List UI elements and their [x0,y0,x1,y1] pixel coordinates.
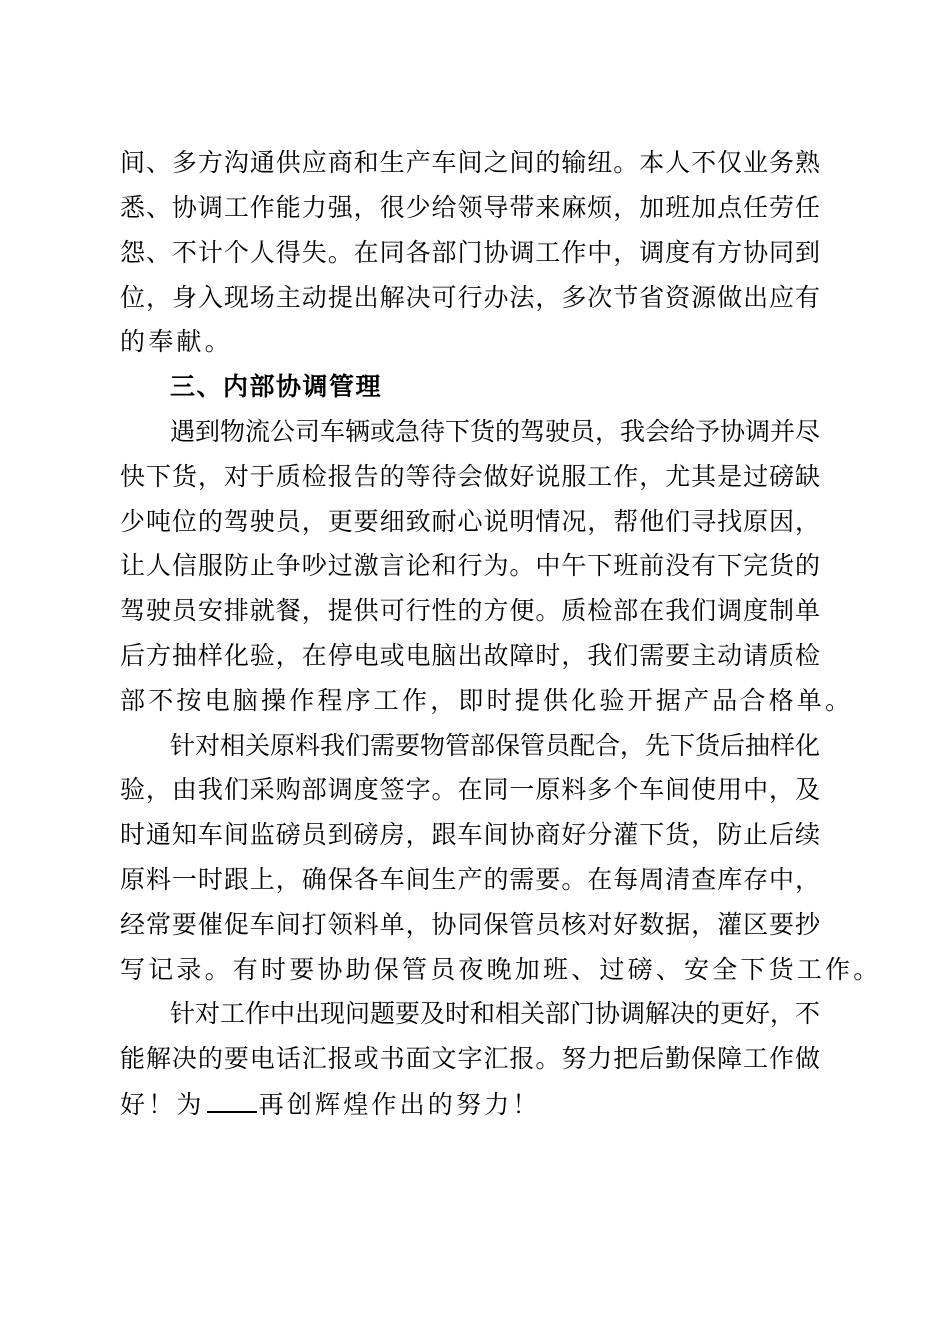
paragraph-line: 原料一时跟上，确保各车间生产的需要。在每周清查库存中， [120,865,820,894]
paragraph-line: 验，由我们采购部调度签字。在同一原料多个车间使用中，及 [120,775,820,804]
paragraph-line: 的奉献。 [120,327,233,356]
paragraph-line: 遇到物流公司车辆或急待下货的驾驶员，我会给予协调并尽 [170,417,821,446]
paragraph-line: 间、多方沟通供应商和生产车间之间的输纽。本人不仅业务熟 [120,148,820,177]
paragraph-line: 悉、协调工作能力强，很少给领导带来麻烦，加班加点任劳任 [120,193,820,222]
paragraph-last-line [120,1089,541,1119]
paragraph-line: 驾驶员安排就餐，提供可行性的方便。质检部在我们调度制单 [120,596,820,625]
paragraph-line: 针对工作中出现问题要及时和相关部门协调解决的更好，不 [170,999,821,1028]
fill-in-blank [207,1089,257,1113]
paragraph-line: 针对相关原料我们需要物管部保管员配合，先下货后抽样化 [170,731,821,760]
text-before-blank: 好！为 [120,1090,205,1119]
section-heading: 三、内部协调管理 [170,372,383,401]
paragraph-line: 能解决的要电话汇报或书面文字汇报。努力把后勤保障工作做 [120,1044,820,1073]
paragraph-line: 写记录。有时要协助保管员夜晚加班、过磅、安全下货工作。 [120,955,882,984]
paragraph-line: 部不按电脑操作程序工作，即时提供化验开据产品合格单。 [120,686,854,715]
paragraph-line: 怨、不计个人得失。在同各部门协调工作中，调度有方协同到 [120,238,820,267]
paragraph-line: 少吨位的驾驶员，更要细致耐心说明情况，帮他们寻找原因， [120,507,820,536]
paragraph-line: 经常要催促车间打领料单，协同保管员核对好数据，灌区要抄 [120,910,820,939]
text-after-blank: 再创辉煌作出的努力！ [258,1090,541,1119]
paragraph-line: 后方抽样化验，在停电或电脑出故障时，我们需要主动请质检 [120,641,820,670]
paragraph-line: 位，身入现场主动提出解决可行办法，多次节省资源做出应有 [120,283,820,312]
paragraph-line: 让人信服防止争吵过激言论和行为。中午下班前没有下完货的 [120,551,820,580]
paragraph-line: 时通知车间监磅员到磅房，跟车间协商好分灌下货，防止后续 [120,820,820,849]
paragraph-line: 快下货，对于质检报告的等待会做好说服工作，尤其是过磅缺 [120,462,820,491]
